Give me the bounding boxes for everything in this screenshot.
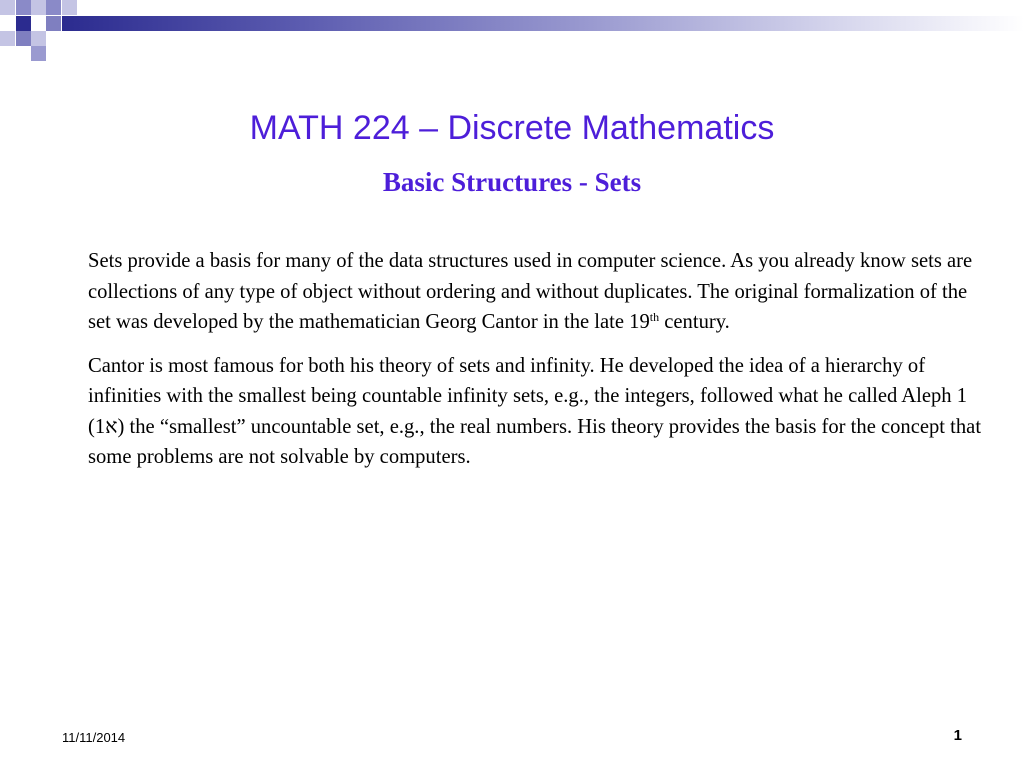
- decor-square: [31, 0, 46, 15]
- decor-square: [46, 0, 61, 15]
- paragraph-sets-intro: [88, 246, 993, 338]
- footer-date: 11/11/2014: [62, 730, 126, 745]
- decor-square: [31, 31, 46, 46]
- decor-square: [16, 0, 31, 15]
- slide-subtitle: Basic Structures - Sets: [382, 167, 642, 197]
- paragraph-cantor: Cantor is most famous for both his theory of sets and infinity. He developed the idea of a hierarchy of infinities with the smallest being countable infinity sets, e.g., the integers, followed what he called Aleph 1 (⁨1⁩א) the “smallest” uncountable set, e.g., the real numbers. His theory provides the basis for the concept that some problems are not solvable by computers.: [88, 354, 982, 468]
- paragraph-text: century.: [659, 311, 730, 333]
- paragraph-text: Sets provide a basis for many of the data structures used in computer science. As you already know sets are collections of any type of object without ordering and without duplicates. The original formalization of the set was developed by the mathematician Georg Cantor in the late 19: [88, 250, 973, 333]
- decor-square: [62, 0, 77, 15]
- decor-square: [31, 46, 46, 61]
- page-number: 1: [953, 727, 962, 744]
- header-gradient-bar: [62, 16, 1024, 31]
- decor-square: [16, 16, 31, 31]
- decor-square: [46, 16, 61, 31]
- decor-square: [16, 31, 31, 46]
- decor-square: [0, 31, 15, 46]
- decor-square: [0, 0, 15, 15]
- slide-body: [88, 246, 993, 486]
- slide-title: MATH 224 – Discrete Mathematics: [249, 109, 775, 147]
- superscript: th: [649, 310, 660, 324]
